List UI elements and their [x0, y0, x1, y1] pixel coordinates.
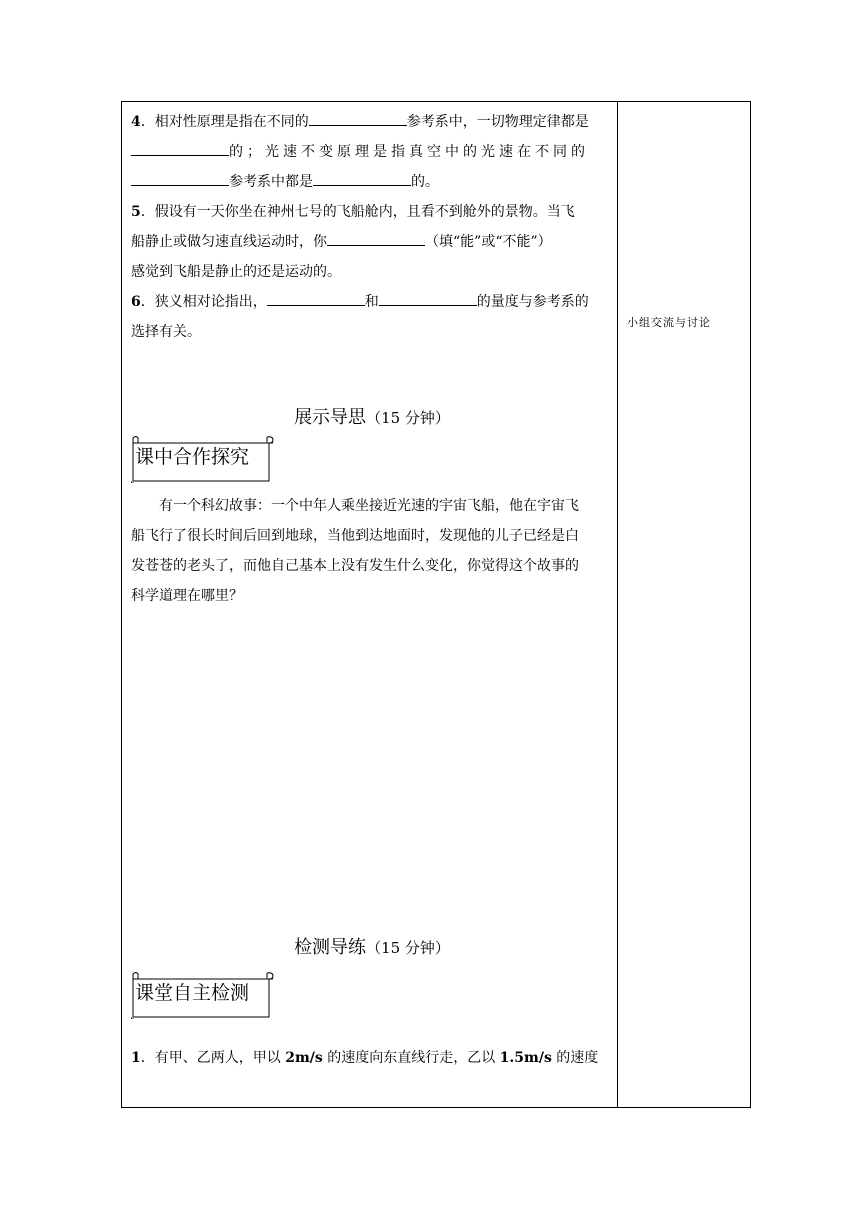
answer-blank[interactable] — [309, 109, 407, 126]
scroll-banner — [131, 435, 613, 483]
question-number: 1 — [131, 1050, 141, 1066]
answer-blank[interactable] — [327, 229, 425, 246]
question-number: 6 — [131, 294, 141, 310]
answer-blank[interactable] — [313, 169, 411, 186]
side-note: 小组交流与讨论 — [627, 316, 711, 329]
answer-blank[interactable] — [131, 169, 229, 186]
section-title: 检测导练（15 分钟） — [294, 937, 450, 958]
story-text: 有一个科幻故事：一个中年人乘坐接近光速的宇宙飞船，他在宇宙飞 船飞行了很长时间后回到地球，当他到达地面时，发现他的儿子已经是白 发苍苍的老头了，而他自己基本上没有发生什么变化，你觉得这个故事的 科学道理在哪里？ — [131, 498, 579, 604]
test-question-1: 1．有甲、乙两人，甲以 2m/s 的速度向东直线行走，乙以 1.5m/s 的速度 — [131, 1050, 599, 1066]
column-divider — [617, 101, 618, 1108]
answer-blank[interactable] — [267, 289, 365, 306]
answer-blank[interactable] — [379, 289, 477, 306]
banner-label: 课中合作探究 — [135, 446, 250, 468]
section-display — [131, 405, 613, 611]
question-6: 6．狭义相对论指出， 和 的量度与参考系的 选择有关。 — [131, 287, 613, 347]
question-number: 5 — [131, 204, 141, 220]
section-title: 展示导思（15 分钟） — [294, 407, 450, 428]
banner-label: 课堂自主检测 — [135, 982, 250, 1004]
answer-blank[interactable] — [131, 139, 229, 156]
section-test — [131, 935, 613, 1073]
scroll-banner — [131, 971, 613, 1019]
question-5: 5．假设有一天你坐在神州七号的飞船舱内，且看不到舱外的景物。当飞 船静止或做匀速直线运动时，你 （填“能”或“不能”） 感觉到飞船是静止的还是运动的。 — [131, 204, 575, 280]
question-number: 4 — [131, 114, 141, 130]
question-4: 4．相对性原理是指在不同的 参考系中，一切物理定律都是 的；光速不变原理是指真空中的光速在不同的 参考系中都是 的。 — [131, 107, 613, 197]
main-column — [131, 101, 613, 1073]
